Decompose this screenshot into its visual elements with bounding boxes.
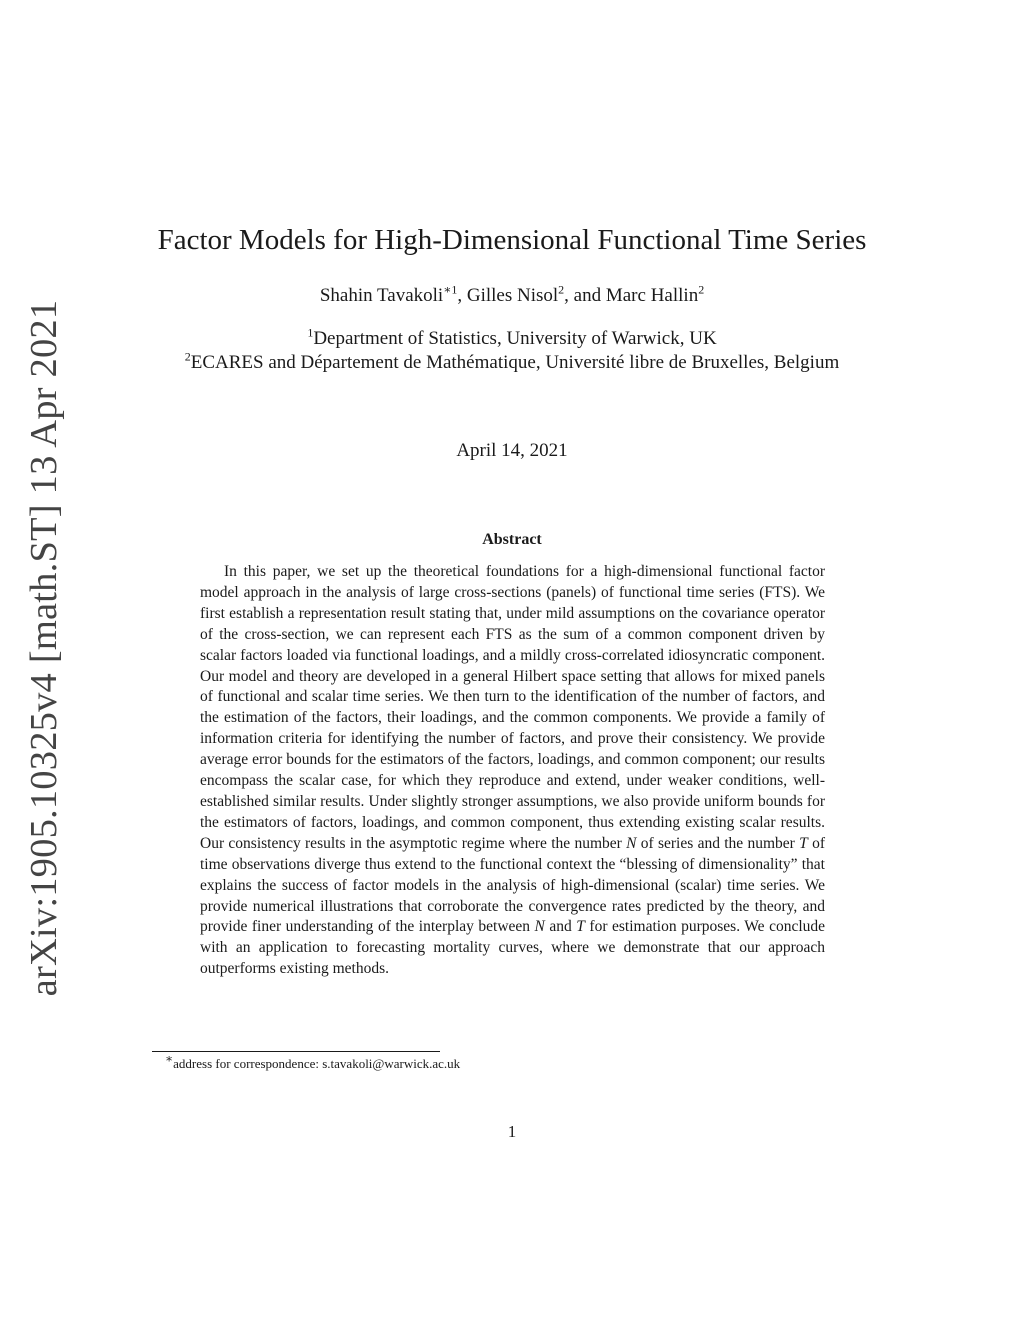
author-1: Shahin Tavakoli$^{∗1}$ bbox=[319, 282, 458, 306]
affiliation-list bbox=[0, 327, 1024, 375]
author-2: Gilles Nisol$^2$ bbox=[466, 282, 565, 306]
footnote-divider bbox=[152, 1051, 440, 1052]
footnote-text[interactable]: address for correspondence: s.tavakoli@warwick.ac.uk bbox=[173, 1056, 461, 1071]
affiliation-1: $^1$Department of Statistics, University of Warwick, UK bbox=[307, 325, 717, 349]
footnote bbox=[165, 1051, 461, 1072]
author-list bbox=[0, 282, 1024, 307]
author-separator: , bbox=[457, 285, 467, 306]
abstract-heading: Abstract bbox=[482, 531, 542, 548]
author-separator: , and bbox=[564, 285, 606, 306]
paper-title: Factor Models for High-Dimensional Functional Time Series bbox=[157, 224, 867, 256]
author-3-mark: 2 bbox=[698, 282, 705, 297]
author-2-mark: 2 bbox=[558, 282, 565, 297]
author-3: Marc Hallin$^2$ bbox=[605, 282, 705, 306]
math-var-t: T bbox=[576, 918, 585, 936]
abstract-text: In this paper, we set up the theoretical foundations for a high-dimensional functional factor model approach in the analysis of large cross-sections (panels) of functional time series (FTS). We first establish a representation result stating that, under mild assumptions on the covariance operator of the cross-section, we can represent each FTS as the sum of a common component driven by scalar factors loaded via functional loadings, and a mildly cross-correlated idiosyncratic component. Our model and theory are developed in a general Hilbert space setting that allows for mixed panels of functional and scalar time series. We then turn to the identification of the number of factors, and the estimation of the factors, their loadings, and the common components. We provide a family of information criteria for identifying the number of factors, and prove their consistency. We provide average error bounds for the estimators of the factors, loadings, and common component; our results encompass the scalar case, for which they reproduce and extend, under weaker conditions, well-established similar results. Under slightly stronger assumptions, we also provide uniform bounds for the estimators of factors, loadings, and common component, thus extending existing scalar results. Our consistency results in the asymptotic regime where the number N of series and the number T of time observations diverge thus extend to the functional context the “blessing of dimensionality” that explains the success of factor models in the analysis of high-dimensional (scalar) time series. We provide numerical illustrations that corroborate the convergence rates predicted by the theory, and provide finer understanding of the interplay between N and T for estimation purposes. We conclude with an application to forecasting mortality curves, where we demonstrate that our approach outperforms existing methods. bbox=[200, 563, 826, 978]
math-var-n: N bbox=[534, 918, 545, 936]
footnote-mark: ∗ bbox=[165, 1051, 174, 1066]
arxiv-identifier-stamp[interactable]: arXiv:1905.10325v4 [math.ST] 13 Apr 2021 bbox=[23, 299, 65, 997]
page-number: 1 bbox=[507, 1122, 517, 1141]
affiliation-2: $^2$ECARES and Département de Mathématique, Université libre de Bruxelles, Belgium bbox=[184, 349, 840, 373]
author-1-mark: ∗1 bbox=[443, 282, 458, 297]
math-var-t: T bbox=[799, 834, 808, 852]
math-var-n: N bbox=[626, 834, 637, 852]
publication-date: April 14, 2021 bbox=[456, 440, 568, 461]
